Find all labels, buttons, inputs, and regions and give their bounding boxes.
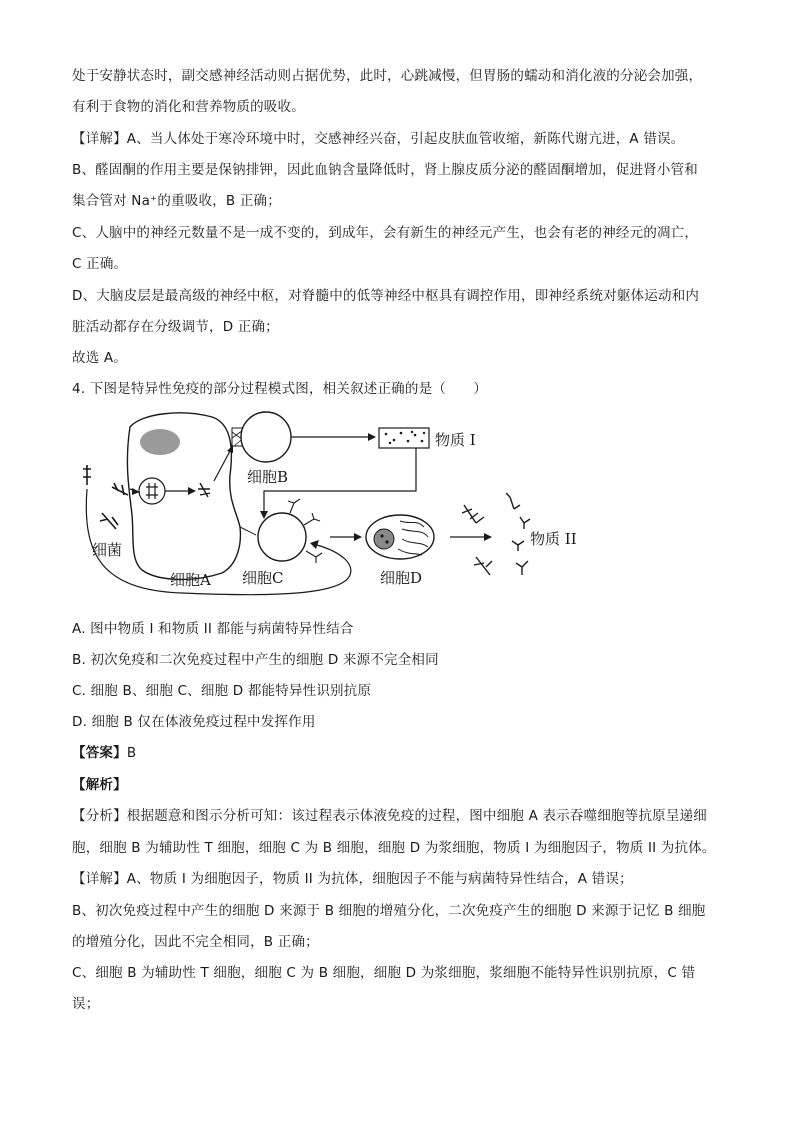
text-line: C、人脑中的神经元数量不是一成不变的，到成年，会有新生的神经元产生，也会有老的神经元的凋亡，: [72, 225, 699, 241]
analysis-tag: 【解析】: [72, 777, 127, 793]
endosome: [139, 478, 165, 504]
antibody-icons: [462, 493, 530, 575]
text-line: C 正确。: [72, 256, 128, 272]
text-line: 脏活动都存在分级调节，D 正确；: [72, 319, 279, 335]
arrow-head: [368, 433, 376, 441]
option-c[interactable]: C. 细胞 B、细胞 C、细胞 D 都能特异性识别抗原: [72, 683, 372, 699]
text-line: 【详解】A、当人体处于寒冷环境中时，交感神经兴奋，引起皮肤血管收缩，新陈代谢亢进，A 错误。: [72, 131, 685, 147]
cell-a-label: 细胞A: [170, 571, 211, 589]
immune-process-diagram: [72, 405, 632, 605]
text-line: 处于安静状态时，副交感神经活动则占据优势，此时，心跳减慢，但胃肠的蠕动和消化液的分泌会加强，: [72, 68, 703, 84]
substance-2-label: 物质 II: [530, 530, 577, 548]
question-stem: 4. 下图是特异性免疫的部分过程模式图，相关叙述正确的是（ ）: [72, 381, 488, 397]
analysis-line: 的增殖分化，因此不完全相同，B 正确；: [72, 934, 319, 950]
answer-tag: 【答案】: [72, 745, 127, 761]
option-d[interactable]: D. 细胞 B 仅在体液免疫过程中发挥作用: [72, 714, 316, 730]
text-line: 故选 A。: [72, 350, 128, 366]
cell-a-nucleus: [140, 429, 180, 455]
analysis-line: 胞，细胞 B 为辅助性 T 细胞，细胞 C 为 B 细胞，细胞 D 为浆细胞，物质 I 为细胞因子，物质 II 为抗体。: [72, 840, 716, 856]
substance-1-box: [379, 428, 429, 448]
substance-1-label: 物质 I: [435, 431, 476, 449]
cell-b: [241, 412, 291, 462]
text-line: 集合管对 Na⁺的重吸收，B 正确；: [72, 193, 281, 209]
analysis-line: 误；: [72, 996, 100, 1012]
antigen-fragment: [198, 483, 210, 497]
analysis-line: 【分析】根据题意和图示分析可知：该过程表示体液免疫的过程，图中细胞 A 表示吞噬细胞等抗原呈递细: [72, 808, 707, 824]
option-a[interactable]: A. 图中物质 I 和物质 II 都能与病菌特异性结合: [72, 621, 354, 637]
analysis-line: B、初次免疫过程中产生的细胞 D 来源于 B 细胞的增殖分化，二次免疫产生的细胞 D 来源于记忆 B 细胞: [72, 903, 706, 919]
cell-d-label: 细胞D: [380, 569, 423, 587]
bacteria-icon: [83, 465, 128, 529]
analysis-line: 【详解】A、物质 I 为细胞因子，物质 II 为抗体，细胞因子不能与病菌特异性结合，A 错误；: [72, 871, 633, 887]
text-line: B、醛固酮的作用主要是保钠排钾，因此血钠含量降低时，肾上腺皮质分泌的醛固酮增加，促进肾小管和: [72, 162, 698, 178]
cell-d-nucleus: [374, 529, 394, 549]
cell-c: [258, 513, 306, 561]
option-b[interactable]: B. 初次免疫和二次免疫过程中产生的细胞 D 来源不完全相同: [72, 652, 439, 668]
analysis-line: C、细胞 B 为辅助性 T 细胞，细胞 C 为 B 细胞，细胞 D 为浆细胞，浆细胞不能特异性识别抗原，C 错: [72, 965, 696, 981]
answer-line: [72, 744, 136, 762]
cell-b-label: 细胞B: [247, 468, 289, 486]
cell-c-label: 细胞C: [242, 569, 284, 587]
bacteria-label: 细菌: [92, 541, 123, 559]
answer-value: B: [126, 745, 137, 761]
text-line: D、大脑皮层是最高级的神经中枢，对脊髓中的低等神经中枢具有调控作用，即神经系统对躯体运动和内: [72, 288, 700, 304]
text-line: 有利于食物的消化和营养物质的吸收。: [72, 99, 305, 115]
